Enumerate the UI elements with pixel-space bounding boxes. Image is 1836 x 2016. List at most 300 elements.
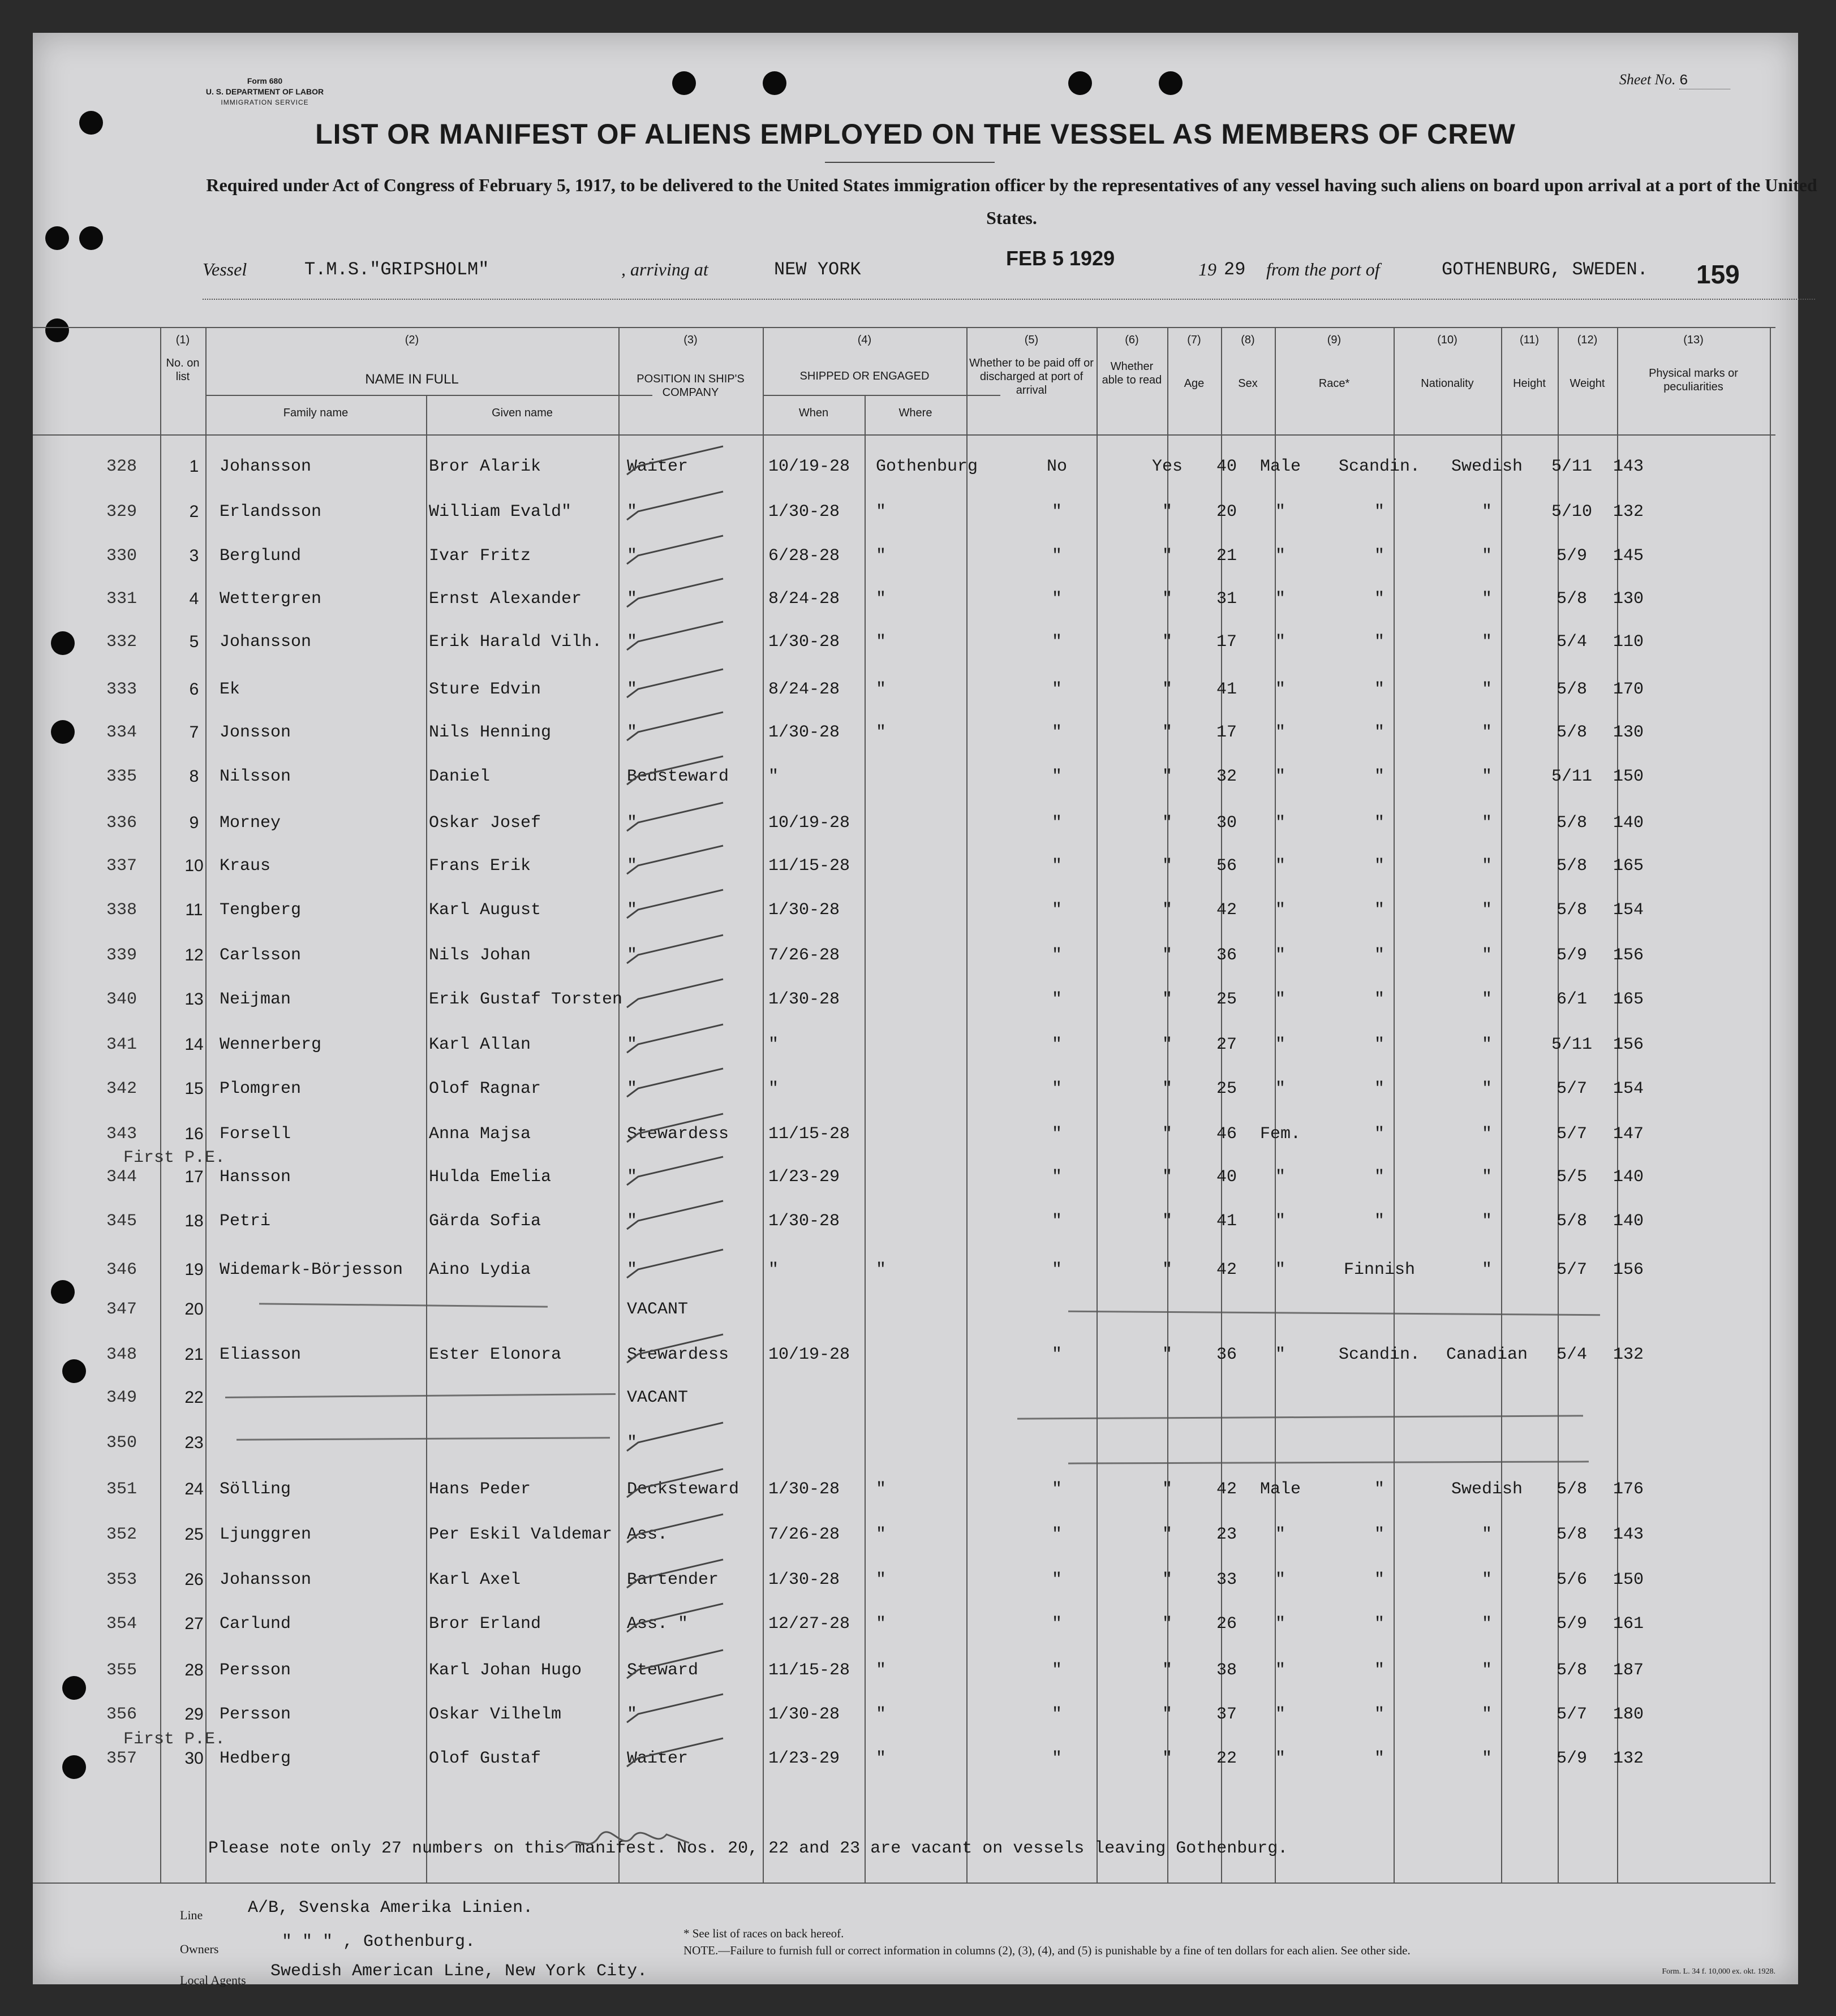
punch-hole: [1068, 71, 1092, 95]
position: Decksteward: [627, 1480, 739, 1499]
nationality: ": [1481, 767, 1492, 786]
height: 5/4: [1556, 632, 1587, 652]
row-number: 15: [184, 1079, 204, 1098]
check-mark: [621, 619, 734, 653]
given-name: Nils Henning: [429, 723, 552, 742]
family-name: Widemark-Börjesson: [220, 1260, 403, 1280]
height: 5/9: [1556, 546, 1587, 566]
nationality: ": [1481, 901, 1492, 920]
able-to-read: ": [1162, 1749, 1172, 1768]
race: ": [1374, 1212, 1384, 1231]
nationality: ": [1481, 1525, 1492, 1544]
able-to-read: ": [1162, 546, 1172, 566]
height: 5/7: [1556, 1079, 1587, 1099]
header-height: Height: [1513, 377, 1546, 390]
able-to-read: ": [1162, 1705, 1172, 1724]
weight: 143: [1613, 1525, 1644, 1544]
check-mark: [621, 709, 734, 743]
sheet-number: [1619, 71, 1730, 89]
row-list-id: 344: [106, 1168, 137, 1187]
height: 5/6: [1556, 1570, 1587, 1589]
position: Stewardess: [627, 1345, 729, 1364]
paid-off: ": [1051, 1345, 1062, 1364]
able-to-read: Yes: [1151, 457, 1183, 476]
sex: ": [1275, 632, 1285, 652]
weight: 145: [1613, 546, 1644, 566]
able-to-read: ": [1162, 901, 1172, 920]
row-list-id: 356: [106, 1705, 137, 1724]
row-number: 5: [189, 632, 199, 651]
position: ": [627, 1705, 638, 1724]
age: 56: [1216, 856, 1237, 876]
table-row: [33, 901, 1798, 944]
table-row: [33, 1300, 1798, 1343]
given-name: Bror Alarik: [429, 457, 541, 476]
department: U. S. DEPARTMENT OF LABOR: [205, 87, 324, 96]
height: 5/11: [1551, 1035, 1592, 1054]
sex: ": [1275, 723, 1285, 742]
table-row: [33, 1570, 1798, 1613]
given-name: Erik Gustaf Torsten: [429, 990, 623, 1009]
header-weight: Weight: [1570, 377, 1605, 390]
check-mark: [621, 976, 734, 1010]
shipped-where: ": [876, 589, 887, 609]
sex: ": [1275, 856, 1285, 876]
row-list-id: 350: [106, 1433, 137, 1453]
nationality: ": [1481, 723, 1492, 742]
paid-off: No: [1046, 457, 1067, 476]
age: 21: [1216, 546, 1237, 566]
colnum-4: (4): [857, 334, 872, 346]
nationality: ": [1481, 1168, 1492, 1187]
footnote: [683, 1925, 1702, 1959]
age: 23: [1216, 1525, 1237, 1544]
family-name: Erlandsson: [220, 502, 322, 522]
age: 38: [1216, 1661, 1237, 1680]
able-to-read: ": [1162, 856, 1172, 876]
position: ": [627, 1079, 638, 1099]
table-row: [33, 990, 1798, 1033]
position: Waiter: [627, 457, 689, 476]
year-value: 29: [1224, 259, 1246, 280]
row-list-id: 339: [106, 946, 137, 965]
arrival-port: NEW YORK: [774, 259, 861, 280]
able-to-read: ": [1162, 1168, 1172, 1187]
check-mark: [621, 666, 734, 700]
agents-value: Swedish American Line, New York City.: [270, 1962, 648, 1981]
row-number: 18: [184, 1212, 204, 1230]
race: ": [1374, 680, 1384, 699]
row-list-id: 357: [106, 1749, 137, 1768]
form-number: Form 680: [247, 76, 283, 85]
sheet-label: Sheet No.: [1619, 71, 1676, 88]
nationality: ": [1481, 502, 1492, 522]
position: ": [627, 723, 638, 742]
weight: 143: [1613, 457, 1644, 476]
given-name: Oskar Josef: [429, 813, 541, 833]
race: Finnish: [1343, 1260, 1416, 1280]
row-number: 17: [184, 1168, 204, 1186]
row-list-id: 352: [106, 1525, 137, 1544]
vessel-line: [203, 247, 1815, 293]
position: ": [627, 589, 638, 609]
row-list-id: 333: [106, 680, 137, 699]
document-subtitle: Required under Act of Congress of February 5, 1917, to be delivered to the United States immigration officer by the representatives of any vessel having such aliens on board upon arrival at a port of the United States.: [206, 175, 1817, 228]
position: ": [627, 546, 638, 566]
sex: ": [1275, 946, 1285, 965]
sex: ": [1275, 1570, 1285, 1589]
check-mark: [621, 1647, 734, 1681]
position: VACANT: [627, 1300, 689, 1319]
check-mark: [621, 1601, 734, 1635]
sex: ": [1275, 1168, 1285, 1187]
check-mark: [621, 443, 734, 477]
weight: 150: [1613, 767, 1644, 786]
height: 5/9: [1556, 1749, 1587, 1768]
colnum-13: (13): [1683, 334, 1704, 346]
paid-off: ": [1051, 1661, 1062, 1680]
row-number: 10: [184, 856, 204, 875]
table-row: [33, 457, 1798, 500]
family-name: Sölling: [220, 1480, 291, 1499]
position: ": [627, 1168, 638, 1187]
owners-label: Owners: [180, 1942, 219, 1956]
row-list-id: 346: [106, 1260, 137, 1280]
shipped-where: ": [876, 1661, 887, 1680]
row-number: 11: [185, 901, 203, 919]
weight: 154: [1613, 1079, 1644, 1099]
check-mark: [621, 1198, 734, 1232]
paid-off: ": [1051, 1525, 1062, 1544]
sex: Male: [1259, 457, 1301, 476]
family-name: Wettergren: [220, 589, 322, 609]
position: ": [627, 1433, 638, 1453]
row-list-id: 354: [106, 1614, 137, 1634]
height: 5/8: [1556, 1480, 1587, 1499]
position: Bedsteward: [627, 767, 729, 786]
row-list-id: 337: [106, 856, 137, 876]
race: ": [1374, 1614, 1384, 1634]
vessel-line-dots: [203, 299, 1815, 300]
height: 5/11: [1551, 457, 1592, 476]
shipped-when: 7/26-28: [768, 1525, 840, 1544]
row-list-id: 335: [106, 767, 137, 786]
shipped-when: ": [768, 767, 779, 786]
paid-off: ": [1051, 1035, 1062, 1054]
row-number: 19: [184, 1260, 204, 1279]
family-name: Morney: [220, 813, 281, 833]
sex: ": [1275, 1525, 1285, 1544]
shipped-divider: [763, 395, 1000, 396]
family-name: Kraus: [220, 856, 271, 876]
check-mark: [621, 1332, 734, 1365]
paid-off: ": [1051, 1480, 1062, 1499]
punch-hole: [763, 71, 786, 95]
shipped-where: ": [876, 1260, 887, 1280]
position: ": [627, 901, 638, 920]
shipped-where: ": [876, 1525, 887, 1544]
row-number: 6: [189, 680, 199, 699]
colnum-10: (10): [1437, 334, 1457, 346]
nationality: ": [1481, 946, 1492, 965]
height: 5/8: [1556, 680, 1587, 699]
age: 36: [1216, 946, 1237, 965]
page-number: 159: [1696, 260, 1740, 289]
race: ": [1374, 1749, 1384, 1768]
weight: 110: [1613, 632, 1644, 652]
able-to-read: ": [1162, 1260, 1172, 1280]
table-row: [33, 1614, 1798, 1657]
first-pe-note: First P.E.: [123, 1730, 226, 1749]
given-name: Bror Erland: [429, 1614, 541, 1634]
check-mark: [621, 843, 734, 877]
height: 5/8: [1556, 901, 1587, 920]
age: 41: [1216, 1212, 1237, 1231]
row-number: 9: [189, 813, 199, 832]
weight: 130: [1613, 723, 1644, 742]
height: 5/5: [1556, 1168, 1587, 1187]
table-row: [33, 1525, 1798, 1568]
header-no-on-list: No. on list: [166, 357, 200, 383]
colnum-2: (2): [405, 334, 419, 346]
age: 46: [1216, 1125, 1237, 1144]
table-row: [33, 1125, 1798, 1168]
row-number: 26: [184, 1570, 204, 1589]
sex: ": [1275, 767, 1285, 786]
header-given-name: Given name: [492, 407, 553, 419]
colnum-11: (11): [1519, 334, 1540, 346]
shipped-when: 11/15-28: [768, 856, 850, 876]
footer-border: [33, 1883, 1775, 1884]
given-name: Olof Gustaf: [429, 1749, 541, 1768]
given-name: Karl Allan: [429, 1035, 531, 1054]
colnum-9: (9): [1327, 334, 1341, 346]
weight: 156: [1613, 1260, 1644, 1280]
shipped-when: 12/27-28: [768, 1614, 850, 1634]
sex: ": [1275, 680, 1285, 699]
punch-hole: [45, 226, 69, 250]
shipped-where: ": [876, 723, 887, 742]
row-list-id: 330: [106, 546, 137, 566]
header-when: When: [798, 407, 829, 419]
shipped-when: 1/30-28: [768, 990, 840, 1009]
shipped-where: ": [876, 1705, 887, 1724]
age: 22: [1216, 1749, 1237, 1768]
sex: ": [1275, 589, 1285, 609]
weight: 156: [1613, 946, 1644, 965]
weight: 140: [1613, 1168, 1644, 1187]
paid-off: ": [1051, 502, 1062, 522]
table-row: [33, 1079, 1798, 1122]
sex: ": [1275, 1749, 1285, 1768]
row-number: 29: [184, 1705, 204, 1724]
paid-off: ": [1051, 1614, 1062, 1634]
race: ": [1374, 1705, 1384, 1724]
shipped-when: 8/24-28: [768, 589, 840, 609]
able-to-read: ": [1162, 680, 1172, 699]
row-list-id: 334: [106, 723, 137, 742]
table-row: [33, 767, 1798, 810]
colnum-6: (6): [1125, 334, 1139, 346]
weight: 187: [1613, 1661, 1644, 1680]
paid-off: ": [1051, 1749, 1062, 1768]
able-to-read: ": [1162, 1079, 1172, 1099]
age: 40: [1216, 457, 1237, 476]
sex: Fem.: [1259, 1125, 1301, 1144]
height: 5/8: [1556, 589, 1587, 609]
shipped-where: ": [876, 1749, 887, 1768]
nationality: Canadian: [1446, 1345, 1528, 1364]
line-value: A/B, Svenska Amerika Linien.: [248, 1898, 534, 1918]
shipped-when: 1/30-28: [768, 1212, 840, 1231]
header-bottom-border: [33, 434, 1775, 436]
service: IMMIGRATION SERVICE: [221, 98, 309, 106]
age: 27: [1216, 1035, 1237, 1054]
document-title: LIST OR MANIFEST OF ALIENS EMPLOYED ON THE VESSEL AS MEMBERS OF CREW: [315, 118, 1516, 150]
race: Scandin.: [1338, 457, 1421, 476]
nationality: ": [1481, 1614, 1492, 1634]
header-position: POSITION IN SHIP'S COMPANY: [637, 373, 745, 399]
row-number: 20: [184, 1300, 204, 1319]
signature: [559, 1820, 700, 1866]
able-to-read: ": [1162, 1661, 1172, 1680]
given-name: Ester Elonora: [429, 1345, 562, 1364]
nationality: ": [1481, 1125, 1492, 1144]
height: 5/8: [1556, 1661, 1587, 1680]
check-mark: [621, 1420, 734, 1454]
given-name: Gärda Sofia: [429, 1212, 541, 1231]
table-top-border: [33, 327, 1775, 328]
row-number: 22: [184, 1388, 204, 1407]
weight: 132: [1613, 1749, 1644, 1768]
weight: 170: [1613, 680, 1644, 699]
nationality: ": [1481, 632, 1492, 652]
row-number: 2: [189, 502, 199, 521]
check-mark: [621, 1111, 734, 1145]
height: 5/8: [1556, 723, 1587, 742]
able-to-read: ": [1162, 723, 1172, 742]
height: 5/7: [1556, 1705, 1587, 1724]
nationality: ": [1481, 1705, 1492, 1724]
family-name: Wennerberg: [220, 1035, 322, 1054]
age: 40: [1216, 1168, 1237, 1187]
paid-off: ": [1051, 589, 1062, 609]
given-name: Anna Majsa: [429, 1125, 531, 1144]
able-to-read: ": [1162, 767, 1172, 786]
header-family-name: Family name: [283, 407, 349, 419]
weight: 180: [1613, 1705, 1644, 1724]
table-row: [33, 680, 1798, 723]
weight: 154: [1613, 901, 1644, 920]
family-name: Johansson: [220, 457, 312, 476]
check-mark: [621, 1247, 734, 1281]
weight: 140: [1613, 813, 1644, 833]
from-label: from the port of: [1266, 259, 1380, 279]
race: ": [1374, 1480, 1384, 1499]
row-number: 27: [184, 1614, 204, 1633]
race: ": [1374, 546, 1384, 566]
header-marks: Physical marks or peculiarities: [1649, 367, 1738, 393]
height: 5/9: [1556, 946, 1587, 965]
punch-hole: [1159, 71, 1183, 95]
header-race: Race*: [1318, 377, 1350, 390]
family-name: Eliasson: [220, 1345, 302, 1364]
family-name: Ek: [220, 680, 240, 699]
sex: ": [1275, 546, 1285, 566]
given-name: Karl Johan Hugo: [429, 1661, 582, 1680]
header-able-read: Whether able to read: [1102, 360, 1162, 386]
row-number: 1: [189, 457, 199, 476]
position: ": [627, 502, 638, 522]
able-to-read: ": [1162, 1614, 1172, 1634]
nationality: ": [1481, 1661, 1492, 1680]
shipped-when: 8/24-28: [768, 680, 840, 699]
header-shipped: SHIPPED OR ENGAGED: [799, 370, 930, 382]
paid-off: ": [1051, 1570, 1062, 1589]
table-row: [33, 1345, 1798, 1388]
family-name: Carlsson: [220, 946, 302, 965]
punch-hole: [79, 226, 103, 250]
check-mark: [621, 1735, 734, 1769]
table-row: [33, 1260, 1798, 1303]
able-to-read: ": [1162, 1125, 1172, 1144]
shipped-when: 11/15-28: [768, 1661, 850, 1680]
family-name: Carlund: [220, 1614, 291, 1634]
sex: ": [1275, 1345, 1285, 1364]
row-list-id: 355: [106, 1661, 137, 1680]
weight: 156: [1613, 1035, 1644, 1054]
row-list-id: 348: [106, 1345, 137, 1364]
table-row: [33, 1212, 1798, 1255]
check-mark: [621, 489, 734, 523]
header-where: Where: [898, 407, 932, 419]
family-name: Berglund: [220, 546, 302, 566]
given-name: Karl August: [429, 901, 541, 920]
position: ": [627, 632, 638, 652]
shipped-where: ": [876, 1570, 887, 1589]
family-name: Tengberg: [220, 901, 302, 920]
sex: ": [1275, 1212, 1285, 1231]
colnum-7: (7): [1187, 334, 1201, 346]
row-list-id: 328: [106, 457, 137, 476]
row-list-id: 340: [106, 990, 137, 1009]
age: 42: [1216, 901, 1237, 920]
given-name: Sture Edvin: [429, 680, 541, 699]
row-number: 8: [189, 767, 199, 786]
height: 5/10: [1551, 502, 1592, 522]
paid-off: ": [1051, 856, 1062, 876]
race: ": [1374, 1168, 1384, 1187]
paid-off: ": [1051, 680, 1062, 699]
given-name: Nils Johan: [429, 946, 531, 965]
family-name: Hansson: [220, 1168, 291, 1187]
able-to-read: ": [1162, 813, 1172, 833]
sex: ": [1275, 1661, 1285, 1680]
row-list-id: 336: [106, 813, 137, 833]
age: 26: [1216, 1614, 1237, 1634]
nationality: ": [1481, 1035, 1492, 1054]
shipped-when: 6/28-28: [768, 546, 840, 566]
shipped-where: ": [876, 680, 887, 699]
race: ": [1374, 1525, 1384, 1544]
nationality: ": [1481, 990, 1492, 1009]
date-stamp: FEB 5 1929: [1006, 247, 1115, 270]
row-number: 3: [189, 546, 199, 565]
nationality: ": [1481, 589, 1492, 609]
able-to-read: ": [1162, 1212, 1172, 1231]
check-mark: [621, 533, 734, 567]
paid-off: ": [1051, 1705, 1062, 1724]
